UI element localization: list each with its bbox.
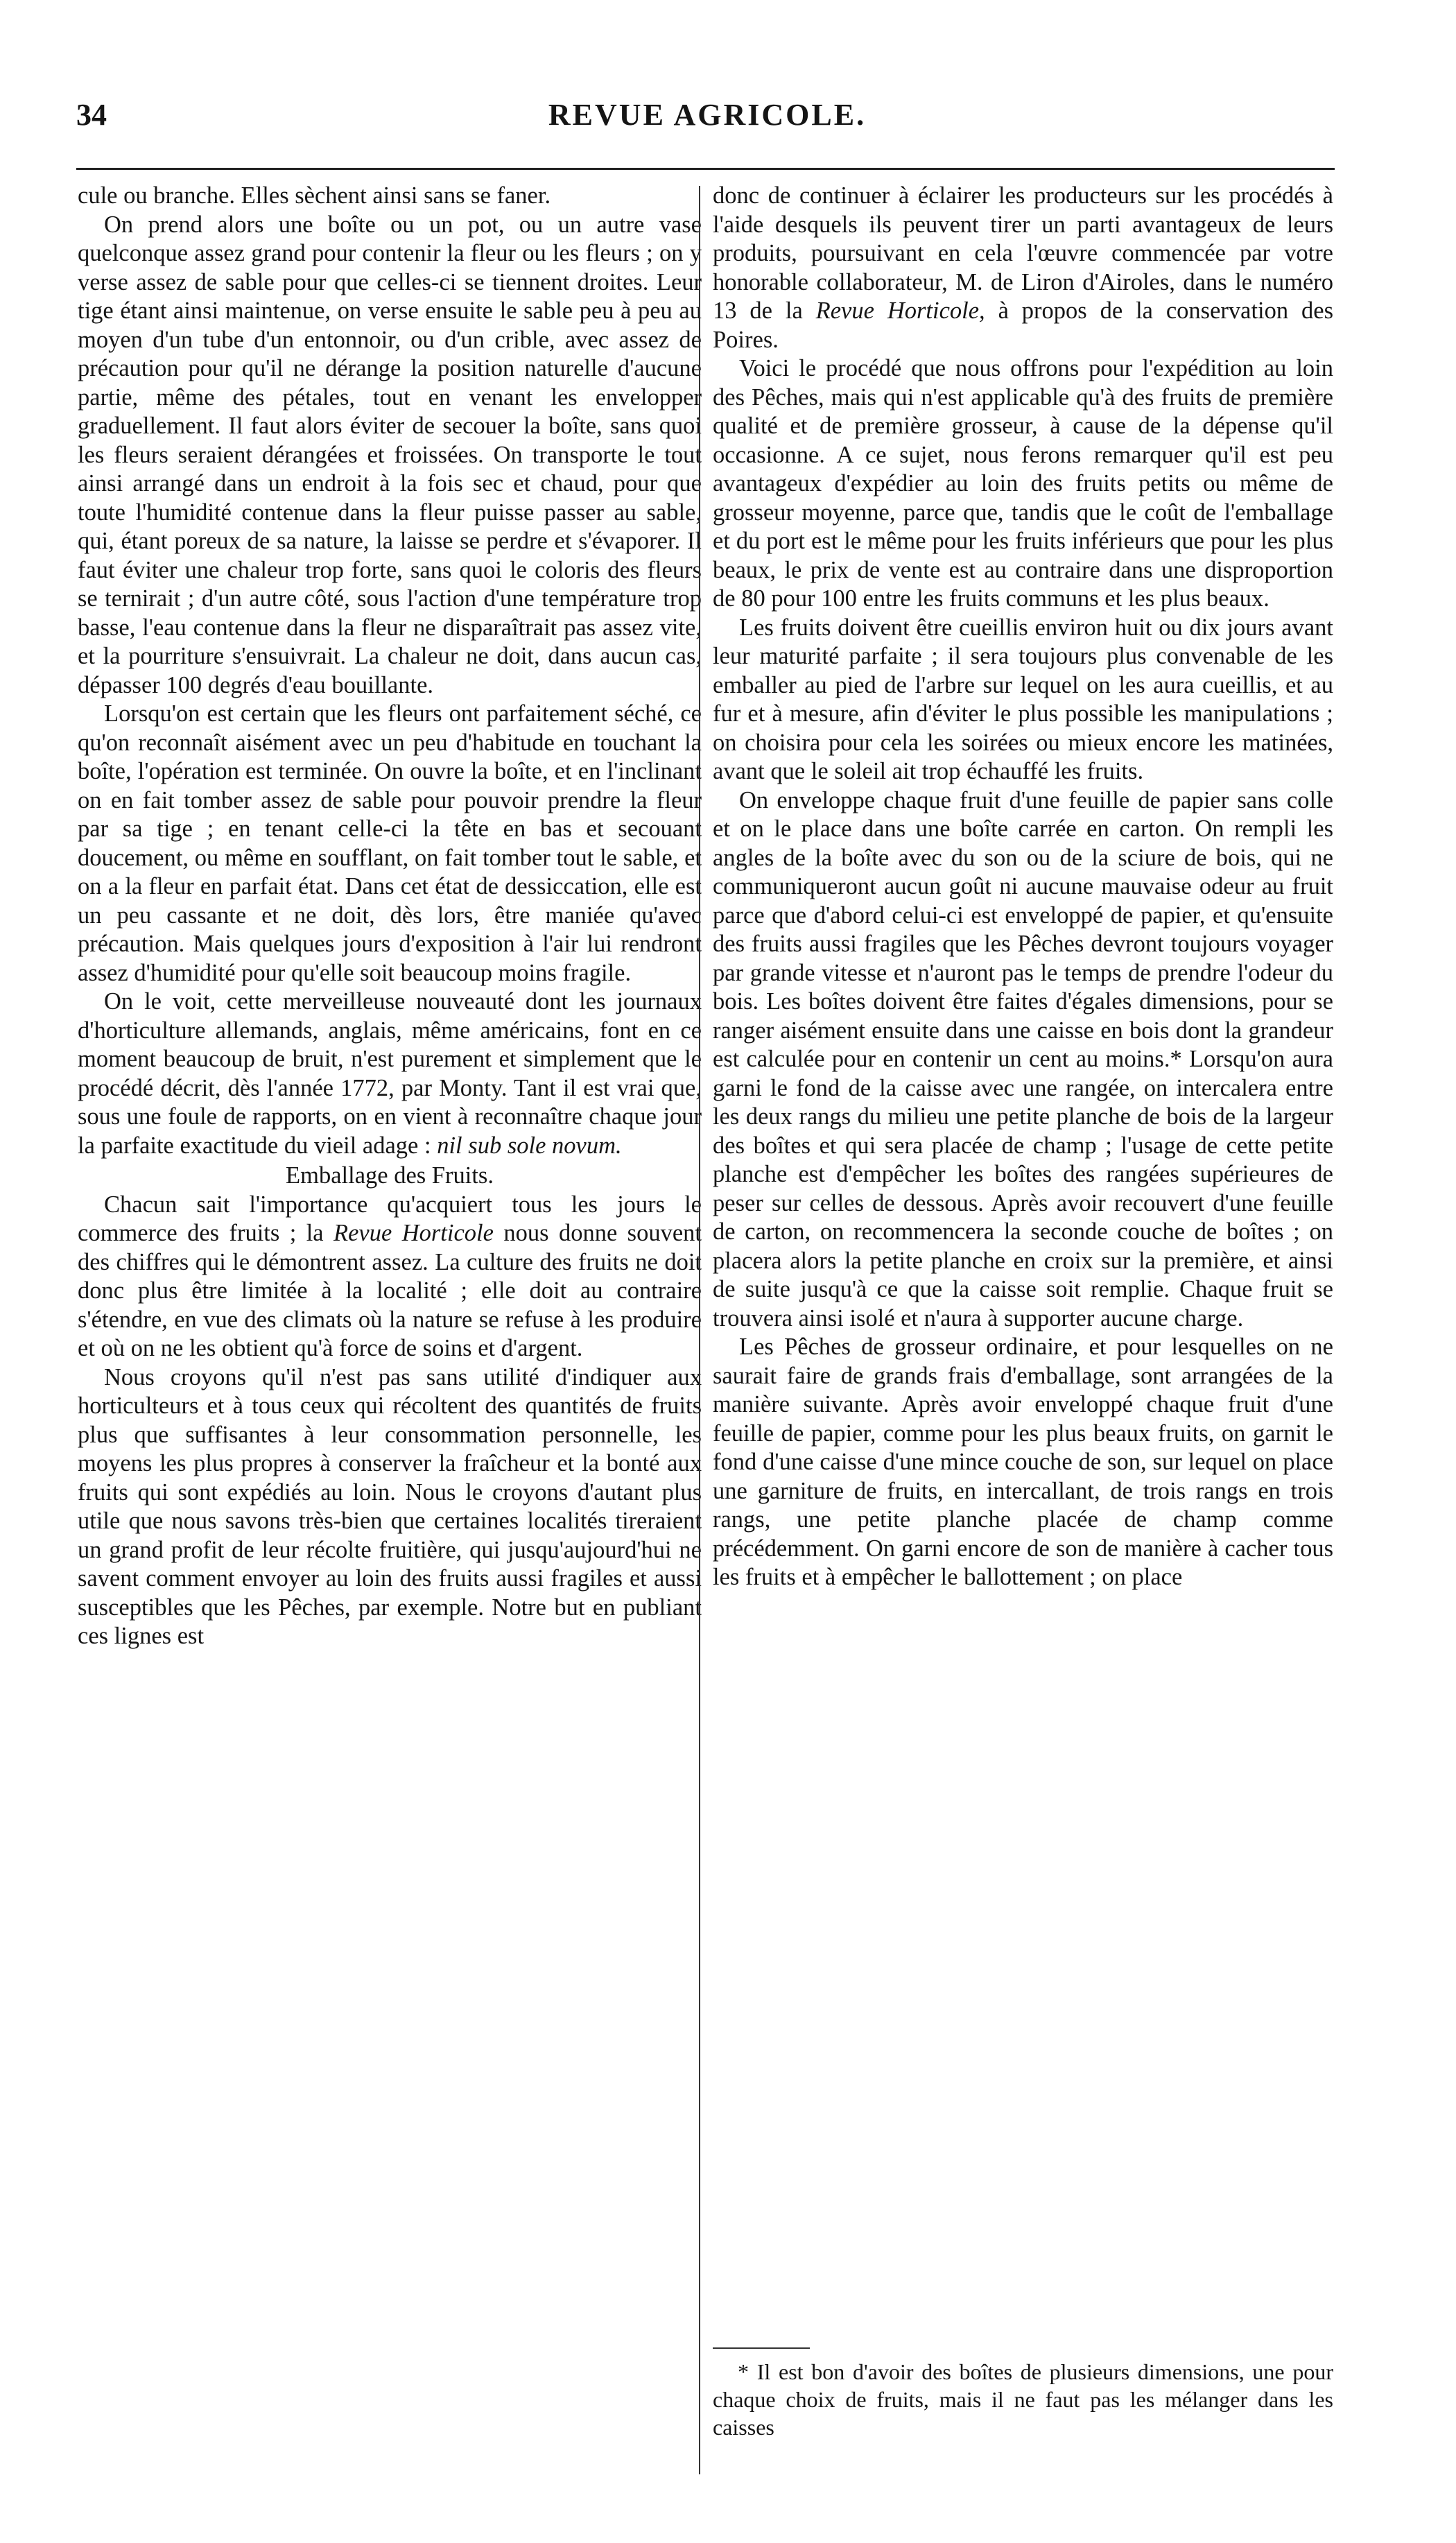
journal-title: Revue Horticole, bbox=[815, 298, 985, 324]
paragraph: Voici le procédé que nous offrons pour l'expédition au loin des Pêches, mais qui n'est applicable qu'à des fruits de première qualité et de première grosseur, à cause de la dépense qu'il occasionne. A ce sujet, nous ferons remarquer qu'il est peu avantageux d'expédier au loin des fruits petits ou même de grosseur moyenne, parce que, tandis que le coût de l'emballage et du port est le même pour les fruits inférieurs que pour les plus beaux, le prix de vente est au contraire dans une disproportion de 80 pour 100 entre les fruits communs et les plus beaux. bbox=[713, 355, 1333, 612]
left-column bbox=[78, 182, 702, 2463]
paragraph-text: à propos de la conservation des Poires. bbox=[713, 298, 1334, 353]
section-heading: Emballage des Fruits. bbox=[286, 1162, 494, 1189]
journal-title: Revue Horticole bbox=[333, 1220, 494, 1246]
paragraph bbox=[713, 182, 1333, 354]
paragraph: On prend alors une boîte ou un pot, ou un autre vase quelconque assez grand pour contenir la fleur ou les fleurs ; on y verse assez de sable pour que celles-ci se tiennent droites. Leur tige étant ainsi maintenue, on verse ensuite le sable peu à peu au moyen d'un tube d'un entonnoir, ou d'un crible, avec assez de précaution pour qu'il ne dérange la position naturelle d'aucune partie, même des pétales, tout en venant les envelopper graduellement. Il faut alors éviter de secouer la boîte, sans quoi les fleurs seraient dérangées et froissées. On transporte le tout ainsi arrangé dans un endroit à la fois sec et chaud, pour que toute l'humidité contenue dans la fleur puisse passer au sable, qui, étant poreux de sa nature, la laisse se perdre et s'évaporer. Il faut éviter une chaleur trop forte, sans quoi le coloris des fleurs se ternirait ; d'un autre côté, sous l'action d'une température trop basse, l'eau contenue dans la fleur ne disparaîtrait pas assez vite, et la pourriture s'ensuivrait. La chaleur ne doit, dans aucun cas, dépasser 100 degrés d'eau bouillante. bbox=[78, 211, 702, 698]
column-divider bbox=[699, 186, 700, 2474]
paragraph-text: Chacun sait l'importance qu'acquiert tous les jours le commerce des fruits ; la bbox=[78, 1191, 702, 1246]
paragraph bbox=[78, 988, 702, 1160]
latin-adage: nil sub sole novum. bbox=[437, 1132, 622, 1159]
footnote: * Il est bon d'avoir des boîtes de plusieurs dimensions, une pour chaque choix de fruits, mais il ne faut pas les mélanger dans les caisses bbox=[713, 2359, 1333, 2440]
paragraph: On enveloppe chaque fruit d'une feuille de papier sans colle et on le place dans une boîte carrée en carton. On rempli les angles de la boîte avec du son ou de la sciure de bois, qui ne communiqueront aucun goût ni aucune mauvaise odeur au fruit parce que d'abord celui-ci est enveloppé de papier, et qu'ensuite des fruits aussi fragiles que les Pêches devront toujours voyager par grande vitesse et n'auront pas le temps de prendre l'odeur du bois. Les boîtes doivent être faites d'égales dimensions, pour se ranger aisément ensuite dans une caisse en bois dont la grandeur est calculée pour en contenir un cent au moins.* Lorsqu'on aura garni le fond de la caisse avec une rangée, on intercalera entre les deux rangs du milieu une petite planche de bois de la largeur des boîtes et qui sera placée de champ ; l'usage de cette petite planche est d'empêcher les boîtes des rangées supérieures de peser sur celles de dessous. Après avoir recouvert d'une feuille de carton, on recommencera la seconde couche de boîtes ; on placera alors la petite planche en croix sur la première, et ainsi de suite jusqu'à ce que la caisse soit remplie. Chaque fruit se trouvera ainsi isolé et n'aura à supporter aucune charge. bbox=[713, 786, 1333, 1331]
right-column bbox=[713, 182, 1333, 2463]
paragraph: Les Pêches de grosseur ordinaire, et pour lesquelles on ne saurait faire de grands frais d'emballage, sont arrangées de la manière suivante. Après avoir enveloppé chaque fruit d'une feuille de papier, comme pour les plus beaux fruits, on garnit le fond d'une caisse d'une mince couche de son, sur lequel on place une garniture de fruits, en intercallant, de trois rangs en trois rangs, une petite planche placée de champ comme précédemment. On garni encore de son de manière à cacher tous les fruits et à empêcher le ballottement ; on place bbox=[713, 1334, 1333, 1590]
header-rule bbox=[76, 168, 1335, 170]
paragraph bbox=[78, 1191, 702, 1363]
page-number: 34 bbox=[76, 98, 107, 132]
paragraph: cule ou branche. Elles sèchent ainsi sans se faner. bbox=[78, 182, 551, 209]
paragraph: Les fruits doivent être cueillis environ huit ou dix jours avant leur maturité parfaite ; il sera toujours plus convenable de les emballer au pied de l'arbre sur lequel on les aura cueillis, et au fur et à mesure, afin d'éviter le plus possible les manipulations ; on choisira pour cela les soirées ou mieux encore les matinées, avant que le soleil ait trop échauffé les fruits. bbox=[713, 614, 1333, 784]
paragraph-text: On le voit, cette merveilleuse nouveauté dont les journaux d'horticulture allemands, anglais, même américains, font en ce moment beaucoup de bruit, n'est purement et simplement que le procédé décrit, dès l'année 1772, par Monty. Tant il est vrai que, sous une foule de rapports, on en vient à reconnaître chaque jour la parfaite exactitude du vieil adage : bbox=[78, 988, 702, 1159]
paragraph-text: nous donne souvent des chiffres qui le démontrent assez. La culture des fruits ne doit donc plus être limitée à la localité ; elle doit au contraire s'étendre, en vue des climats où la nature se refuse à les produire et où on ne les obtient qu'à force de soins et d'argent. bbox=[78, 1220, 702, 1361]
paragraph: Lorsqu'on est certain que les fleurs ont parfaitement séché, ce qu'on reconnaît aisément avec un peu d'habitude en touchant la boîte, l'opération est terminée. On ouvre la boîte, et en l'inclinant on en fait tomber assez de sable pour pouvoir prendre la fleur par sa tige ; en tenant celle-ci la tête en bas et secouant doucement, ou même en soufflant, on fait tomber tout le sable, et on a la fleur en parfait état. Dans cet état de dessiccation, elle est un peu cassante et ne doit, dès lors, être maniée qu'avec précaution. Mais quelques jours d'exposition à l'air lui rendront assez d'humidité pour qu'elle soit beaucoup moins fragile. bbox=[78, 700, 702, 986]
footnote-rule bbox=[713, 2347, 810, 2349]
paragraph: Nous croyons qu'il n'est pas sans utilité d'indiquer aux horticulteurs et à tous ceux qui récoltent des quantités de fruits plus que suffisantes à leur consommation personnelle, les moyens les plus propres à conserver la fraîcheur et la bonté aux fruits qui sont expédiés au loin. Nous le croyons d'autant plus utile que nous savons très-bien que certaines localités tireraient un grand profit de leur récolte fruitière, qui jusqu'aujourd'hui ne savent comment envoyer au loin des fruits aussi fragiles et aussi susceptibles que les Pêches, par exemple. Notre but en publiant ces lignes est bbox=[78, 1363, 702, 1649]
paragraph-text: donc de continuer à éclairer les producteurs sur les procédés à l'aide desquels ils peuvent tirer un parti avantageux de leurs produits, poursuivant en cela l'œuvre commencée par votre honorable collaborateur, M. de Liron d'Airoles, dans le numéro 13 de la bbox=[713, 182, 1333, 324]
running-title: REVUE AGRICOLE. bbox=[548, 98, 867, 132]
page-header bbox=[76, 97, 1338, 146]
